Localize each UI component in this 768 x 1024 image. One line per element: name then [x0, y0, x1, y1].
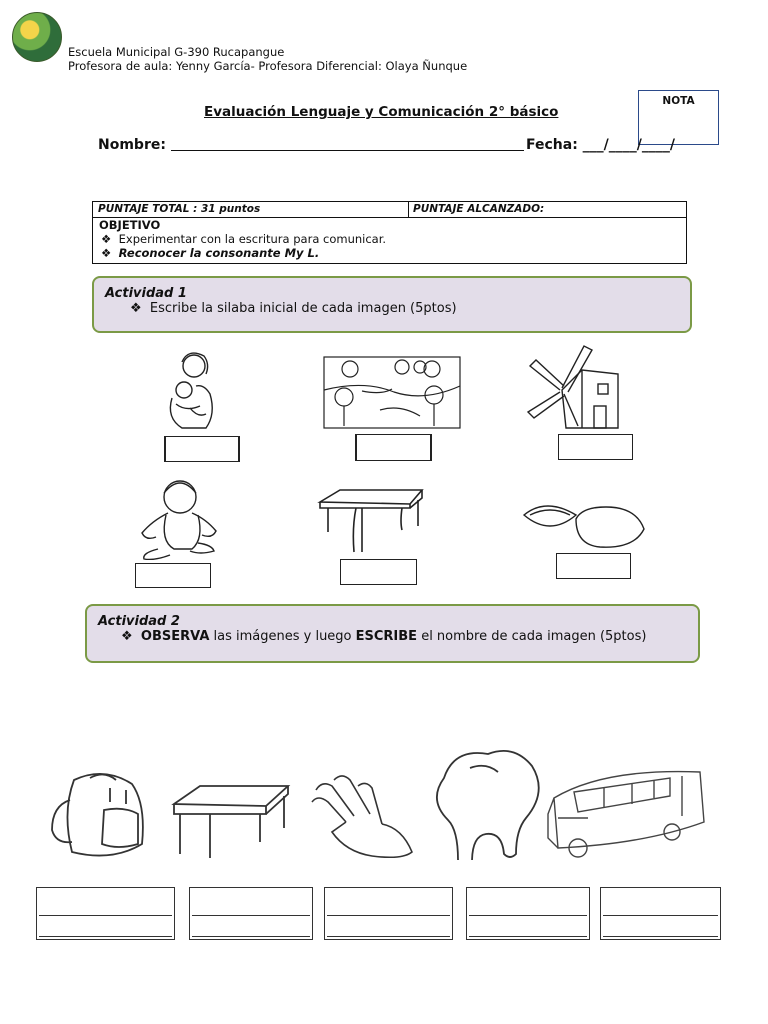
objetivo-text-2: Reconocer la: [118, 246, 206, 260]
actividad-2-title: Actividad 2: [98, 614, 180, 629]
word-box-top: [192, 890, 310, 916]
fecha-field[interactable]: Fecha: ___/____/____/: [526, 137, 676, 153]
objetivo-text-2-bold: consonante My L.: [205, 246, 320, 260]
school-name: Escuela Municipal G-390 Rucapangue: [68, 45, 285, 59]
word-box-bottom: [327, 916, 450, 937]
word-box-top: [469, 890, 587, 916]
actividad-1-banner: [92, 276, 692, 333]
nombre-field[interactable]: [171, 150, 524, 151]
mother-child-image: [160, 348, 220, 433]
objetivo-item-1: [99, 232, 686, 246]
word-box-5[interactable]: [600, 887, 721, 940]
bullet-icon: ❖: [101, 232, 112, 246]
actividad-1-text: Escribe la silaba inicial de cada imagen (5ptos): [149, 301, 457, 316]
windmill-image: [522, 340, 630, 430]
word-box-top: [327, 890, 450, 916]
actividad-1-instruction: [130, 301, 690, 316]
school-logo: [12, 12, 62, 62]
hand-image: [306, 772, 416, 858]
page-title: Evaluación Lenguaje y Comunicación 2° básico: [204, 104, 559, 120]
answer-box-2[interactable]: [355, 434, 432, 461]
actividad-2-banner: [85, 604, 700, 663]
objetivo-item-2: [99, 246, 686, 260]
nombre-label: Nombre:: [98, 137, 166, 153]
school-header: [68, 45, 467, 73]
answer-box-3[interactable]: [558, 434, 633, 460]
answer-box-4[interactable]: [135, 563, 211, 588]
puntaje-alcanzado: PUNTAJE ALCANZADO:: [413, 203, 545, 215]
objetivo-text-1: Experimentar con la escritura para comunicar.: [118, 232, 387, 246]
actividad-2-instruction: [121, 629, 698, 644]
word-box-top: [39, 890, 172, 916]
escribe-word: ESCRIBE: [355, 629, 418, 644]
doll-image: [128, 475, 224, 560]
desk-image: [170, 782, 294, 860]
lemon-image: [520, 495, 650, 550]
word-box-bottom: [39, 916, 172, 937]
objetivo-label: OBJETIVO: [99, 218, 161, 232]
word-box-bottom: [603, 916, 718, 937]
lake-landscape-image: [322, 355, 462, 430]
score-objective-table: [92, 201, 687, 264]
bullet-icon: ❖: [121, 629, 133, 644]
word-box-top: [603, 890, 718, 916]
word-box-3[interactable]: [324, 887, 453, 940]
backpack-image: [44, 770, 160, 860]
instruction-mid: las imágenes y luego: [209, 629, 356, 644]
tooth-image: [430, 748, 548, 860]
answer-box-5[interactable]: [340, 559, 417, 585]
nota-label: NOTA: [662, 95, 695, 107]
word-box-bottom: [192, 916, 310, 937]
table-image: [316, 488, 426, 558]
puntaje-total: PUNTAJE TOTAL : 31 puntos: [93, 202, 409, 217]
answer-box-6[interactable]: [556, 553, 631, 579]
actividad-1-title: Actividad 1: [105, 286, 187, 301]
word-box-2[interactable]: [189, 887, 313, 940]
bullet-icon: ❖: [130, 301, 142, 316]
word-box-4[interactable]: [466, 887, 590, 940]
instruction-end: el nombre de cada imagen (5ptos): [417, 629, 647, 644]
word-box-bottom: [469, 916, 587, 937]
bus-image: [544, 768, 708, 860]
answer-box-1[interactable]: [164, 436, 240, 462]
bullet-icon: ❖: [101, 246, 112, 260]
teachers-line: Profesora de aula: Yenny García- Profesora Diferencial: Olaya Ñunque: [68, 59, 468, 73]
observa-word: OBSERVA: [140, 629, 210, 644]
word-box-1[interactable]: [36, 887, 175, 940]
